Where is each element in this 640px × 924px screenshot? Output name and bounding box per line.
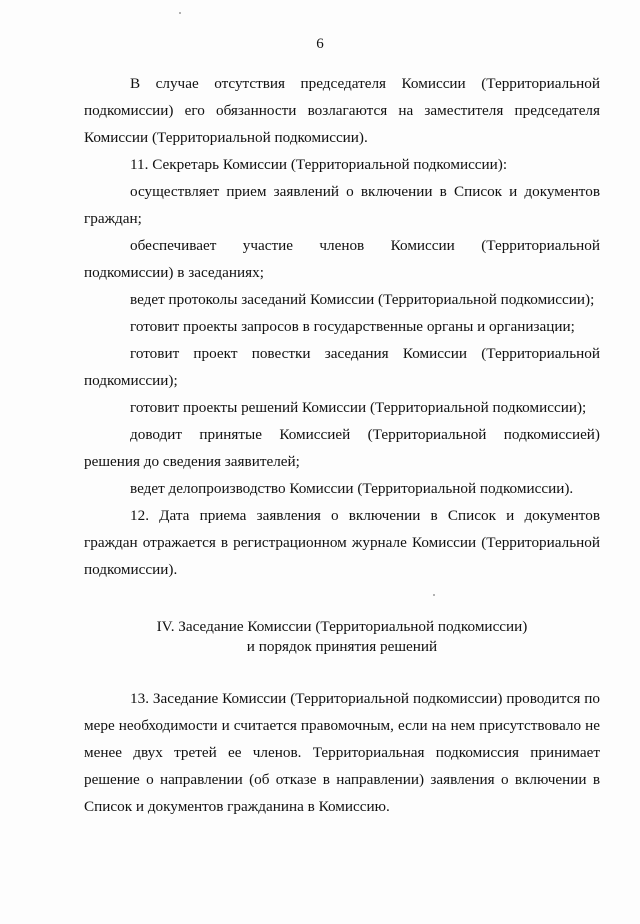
paragraph-ensures-participation: обеспечивает участие членов Комиссии (Территориальной подкомиссии) в заседаниях; xyxy=(84,237,600,281)
paragraph-chairman-absence: В случае отсутствия председателя Комиссии (Территориальной подкомиссии) его обязанности возлагаются на заместителя председателя Комиссии (Территориальной подкомиссии). xyxy=(84,75,600,146)
paragraph-meeting-rules: 13. Заседание Комиссии (Территориальной подкомиссии) проводится по мере необходимости и считается правомочным, если на нем присутствовало не менее двух третей ее членов. Территориальная подкомиссия принимает решение о направлении (об отказе в направлении) заявления о включении в Список и документов гражданина в Комиссию. xyxy=(84,690,600,815)
scan-speck xyxy=(179,12,181,14)
page-number: 6 xyxy=(316,36,324,52)
section-heading-line-1: IV. Заседание Комиссии (Территориальной подкомиссии) xyxy=(156,618,528,635)
paragraph-communicates-decisions: доводит принятые Комиссией (Территориальной подкомиссией) решения до сведения заявителей; xyxy=(84,426,600,470)
paragraph-keeps-minutes: ведет протоколы заседаний Комиссии (Территориальной подкомиссии); xyxy=(130,291,595,308)
scan-speck xyxy=(433,594,435,596)
paragraph-prepares-requests: готовит проекты запросов в государственные органы и организации; xyxy=(130,318,575,335)
paragraph-record-keeping: ведет делопроизводство Комиссии (Территориальной подкомиссии). xyxy=(130,480,574,497)
paragraph-secretary-heading: 11. Секретарь Комиссии (Территориальной подкомиссии): xyxy=(130,156,508,173)
document-body xyxy=(84,70,600,820)
section-heading xyxy=(84,617,600,657)
paragraph-accepts-applications: осуществляет прием заявлений о включении в Список и документов граждан; xyxy=(84,183,600,227)
paragraph-application-date: 12. Дата приема заявления о включении в Список и документов граждан отражается в регистрационном журнале Комиссии (Территориальной подкомиссии). xyxy=(84,507,600,578)
paragraph-prepares-agenda: готовит проект повестки заседания Комиссии (Территориальной подкомиссии); xyxy=(84,345,600,389)
paragraph-prepares-decisions: готовит проекты решений Комиссии (Территориальной подкомиссии); xyxy=(130,399,587,416)
section-heading-line-2: и порядок принятия решений xyxy=(246,638,438,655)
